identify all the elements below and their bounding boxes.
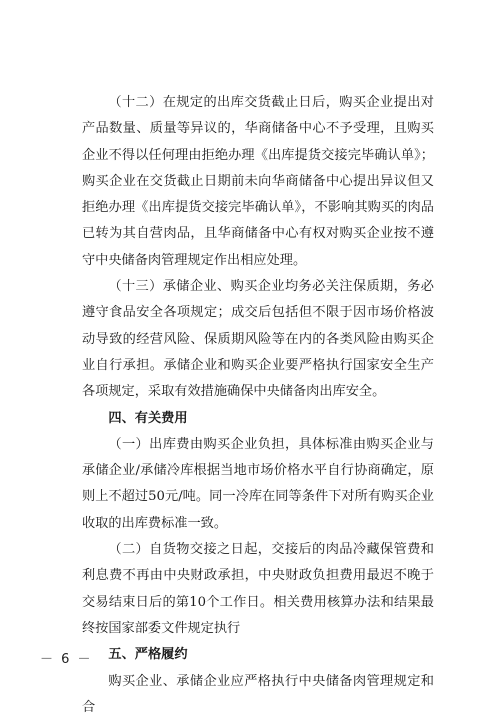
paragraph-12: （十二）在规定的出库交货截止日后，购买企业提出对产品数量、质量等异议的，华商储备中心不予受理，且购买企业不得以任何理由拒绝办理《出库提货交接完毕确认单》；购买企业在交货截止日期前未向华商储备中心提出异议但又拒绝办理《出库提货交接完毕确认单》，不影响其购买的肉品已转为其自营肉品，且华商储备中心有权对购买企业按不遵守中央储备肉管理规定作出相应处理。: [82, 95, 434, 268]
section-heading-compliance: 五、严格履约: [108, 647, 188, 663]
paragraph-13: （十三）承储企业、购买企业均务必关注保质期，务必遵守食品安全各项规定；成交后包括但不限于因市场价格波动导致的经营风险、保质期风险等在内的各类风险由购买企业自行承担。承储企业和购买企业要严格执行国家安全生产各项规定，采取有效措施确保中央储备肉出库安全。: [82, 279, 434, 400]
paragraph-fees-1: （一）出库费由购买企业负担，具体标准由购买企业与承储企业/承储冷库根据当地市场价格水平自行协商确定，原则上不超过50元/吨。同一冷库在同等条件下对所有购买企业收取的出库费标准一致。: [82, 436, 434, 531]
section-heading-fees: 四、有关费用: [108, 410, 188, 426]
paragraph-compliance-1: 购买企业、承储企业应严格执行中央储备肉管理规定和合: [82, 673, 434, 715]
paragraph-fees-2: （二）自货物交接之日起，交接后的肉品冷藏保管费和利息费不再由中央财政承担，中央财政负担费用最迟不晚于交易结束日后的第10个工作日。相关费用核算办法和结果最终按国家部委文件规定执行: [82, 542, 434, 636]
document-body: [82, 90, 434, 721]
page-number: － 6 －: [40, 652, 93, 667]
